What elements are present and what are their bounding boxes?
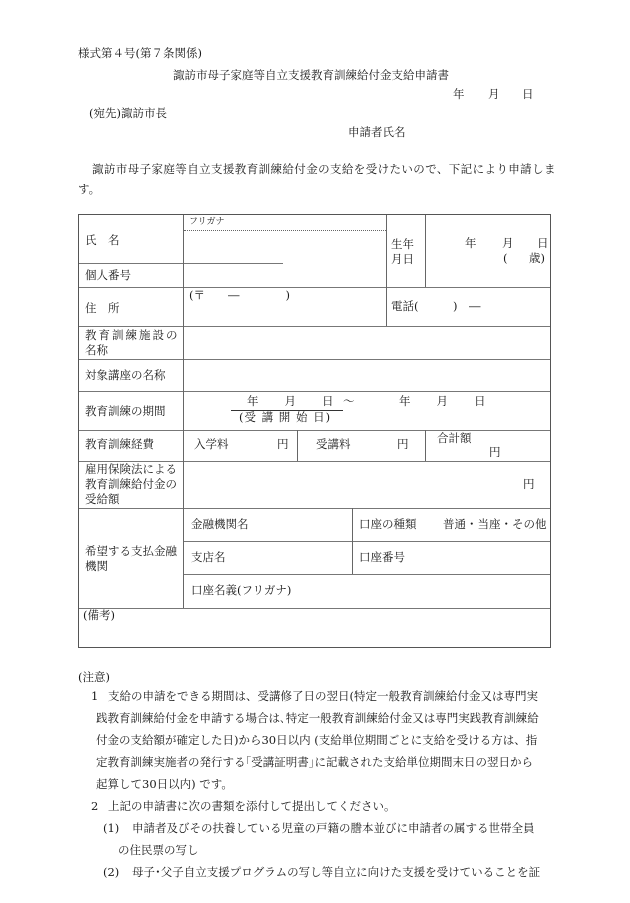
cost-divider	[425, 430, 426, 461]
tuition-yen[interactable]: 円	[397, 437, 409, 451]
row-divider	[79, 508, 550, 509]
bank-row-divider	[183, 574, 550, 575]
sub-1-number: (1)	[103, 821, 120, 835]
furigana-label: フリガナ	[189, 217, 225, 227]
course-name-input[interactable]	[185, 361, 545, 389]
form-number: 様式第４号(第７条関係)	[78, 46, 202, 60]
period-start-note: (受 講 開 始 日)	[239, 410, 332, 424]
birthdate-divider	[425, 215, 426, 287]
age-open: (	[503, 251, 508, 265]
sub-2-number: (2)	[103, 865, 120, 879]
individual-number-label: 個人番号	[85, 268, 131, 282]
notes-heading: (注意)	[78, 670, 110, 684]
account-type-options[interactable]: 普通・当座・その他	[443, 517, 547, 531]
label-column-divider	[183, 215, 184, 608]
name-row-divider	[79, 263, 283, 264]
note-2-text: 上記の申請書に次の書類を添付して提出してください。	[108, 799, 396, 813]
sub-1-line: の住民票の写し	[118, 843, 199, 857]
date-day: 日	[522, 87, 534, 101]
sub-1-line: 申請者及びその扶養している児童の戸籍の謄本並びに申請者の属する世帯全員	[132, 821, 535, 835]
period-tilde: ～	[343, 394, 355, 408]
account-type-label: 口座の種類	[359, 517, 417, 531]
insurance-yen[interactable]: 円	[523, 477, 535, 491]
date-month: 月	[488, 87, 500, 101]
date-year: 年	[453, 87, 465, 101]
admission-yen[interactable]: 円	[277, 437, 289, 451]
birth-year[interactable]: 年	[465, 236, 477, 250]
birth-month[interactable]: 月	[502, 236, 514, 250]
total-yen[interactable]: 円	[489, 445, 501, 459]
note-1-line: 起算して30日以内) です。	[96, 777, 233, 791]
bank-row-divider	[183, 541, 550, 542]
form-title: 諏訪市母子家庭等自立支援教育訓練給付金支給申請書	[173, 68, 449, 82]
account-number-field[interactable]: 口座番号	[359, 550, 405, 564]
intro-line-2: す。	[78, 182, 101, 196]
row-divider	[79, 359, 550, 360]
bank-column-divider	[352, 508, 353, 574]
intro-line-1: 諏訪市母子家庭等自立支援教育訓練給付金の支給を受けたいので、下記により申請しま	[92, 162, 556, 176]
birth-day[interactable]: 日	[537, 236, 549, 250]
sub-2-text: 母子･父子自立支援プログラムの写し等自立に向けた支援を受けていることを証	[132, 865, 541, 879]
birthdate-label-2: 月日	[391, 252, 414, 266]
insurance-label-2: 教育訓練給付金の	[85, 477, 177, 491]
period-end[interactable]: 年 月 日	[399, 394, 487, 408]
note-1-line: 付金の支給額が確定した日)から30日以内 (支給単位期間ごとに支給を受ける方は、指	[96, 733, 538, 747]
note-1-number: 1	[91, 689, 99, 703]
account-holder-field[interactable]: 口座名義(フリガナ)	[191, 583, 292, 597]
bank-label-1: 希望する支払金融	[85, 544, 177, 558]
row-divider	[79, 326, 550, 327]
bank-name-field[interactable]: 金融機関名	[191, 517, 249, 531]
individual-number-input[interactable]	[185, 265, 385, 285]
bank-label-2: 機関	[85, 559, 108, 573]
tuition-fee-label: 受講料	[316, 437, 351, 451]
note-2-number: 2	[91, 799, 99, 813]
applicant-name-label: 申請者氏名	[348, 125, 406, 139]
course-label: 対象講座の名称	[85, 368, 166, 382]
age-close[interactable]: 歳)	[529, 251, 545, 265]
insurance-label-1: 雇用保険法による	[85, 462, 177, 476]
facility-name-input[interactable]	[185, 328, 545, 356]
row-divider	[79, 430, 550, 431]
row-divider	[79, 608, 550, 609]
period-start[interactable]: 年 月 日	[231, 394, 343, 411]
admission-fee-label: 入学料	[194, 437, 229, 451]
name-label: 氏 名	[85, 233, 120, 247]
birthdate-label-1: 生年	[391, 237, 414, 251]
note-1-line: 定教育訓練実施者の発行する｢受講証明書｣に記載された支給単位期間末日の翌日から	[96, 755, 533, 769]
name-input[interactable]	[185, 232, 385, 262]
insurance-label-3: 受給額	[85, 492, 120, 506]
row-divider	[79, 287, 550, 288]
note-1-line: 支給の申請をできる期間は、受講修了日の翌日(特定一般教育訓練給付金又は専門実	[108, 689, 538, 703]
cost-divider	[297, 430, 298, 461]
cost-label: 教育訓練経費	[85, 437, 154, 451]
total-label: 合計額	[437, 431, 472, 445]
remarks-label: (備考)	[83, 608, 115, 622]
postal-code[interactable]: (〒 ― )	[189, 288, 290, 302]
address-label: 住 所	[85, 301, 120, 315]
note-1-line: 践教育訓練給付金を申請する場合は､特定一般教育訓練給付金又は専門実践教育訓練給	[96, 711, 539, 725]
period-label: 教育訓練の期間	[85, 404, 166, 418]
addressee: (宛先)諏訪市長	[89, 106, 167, 120]
facility-label-1: 教育訓練施設の	[85, 328, 180, 342]
column-divider	[386, 215, 387, 326]
application-form-table	[78, 214, 551, 648]
furigana-divider	[184, 230, 386, 231]
row-divider	[79, 391, 550, 392]
branch-name-field[interactable]: 支店名	[191, 550, 226, 564]
facility-label-2: 名称	[85, 343, 108, 357]
phone-field[interactable]: 電話( ) ―	[391, 299, 481, 313]
remarks-input[interactable]	[83, 625, 543, 645]
